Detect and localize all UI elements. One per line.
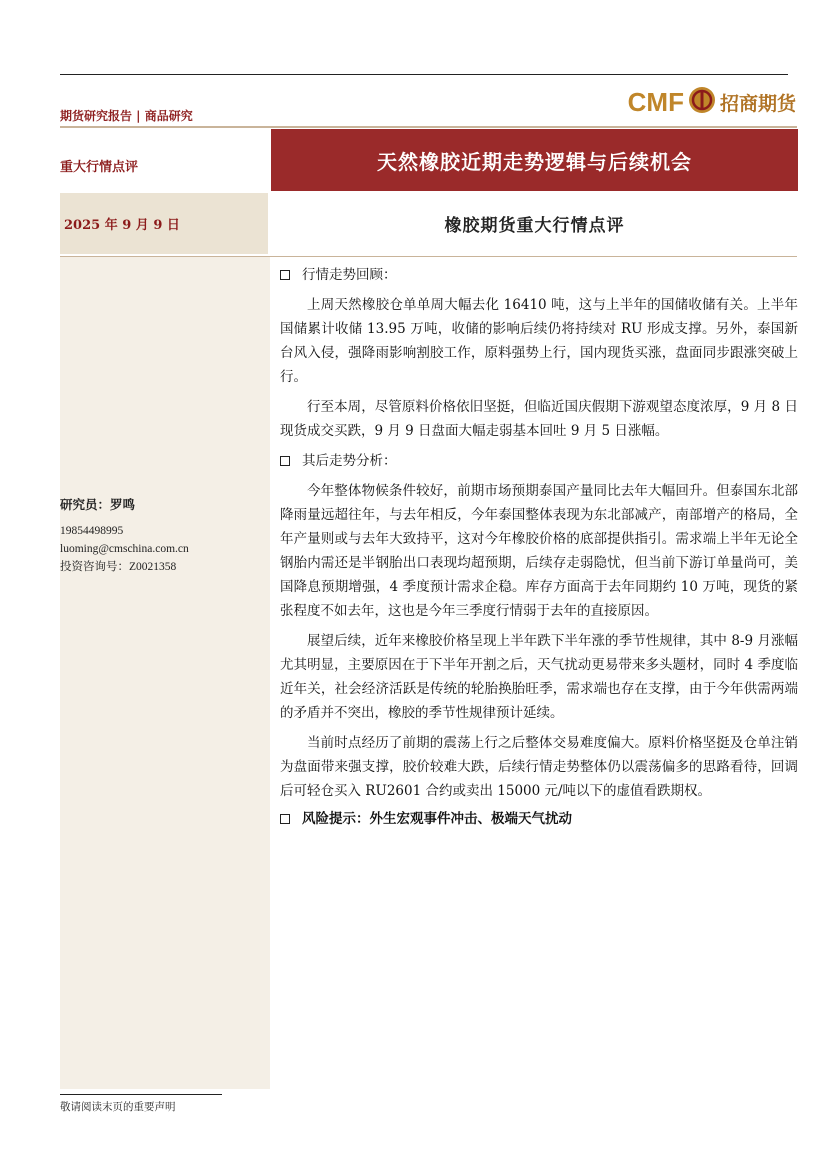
report-title: 天然橡胶近期走势逻辑与后续机会	[377, 149, 692, 174]
paragraph: 今年整体物候条件较好，前期市场预期泰国产量同比去年大幅回升。但泰国东北部降雨量远超往年，与去年相反，今年泰国整体表现为东北部减产，南部增产的格局，全年产量则或与去年大致持平，这对今年橡胶价格的底部提供指引。需求端上半年无论全钢胎内需还是半钢胎出口表现均超预期，后续存走弱隐忧，但当前下游订单量尚可，美国降息预期增强，4 季度预计需求企稳。库存方面高于去年同期约 10 万吨，现货的紧张程度不如去年，这也是今年三季度行情弱于去年的直接原因。	[280, 483, 798, 619]
section-heading	[280, 263, 798, 287]
company-logo	[628, 86, 796, 118]
subtitle-box	[271, 193, 798, 254]
logo-emblem-icon	[688, 86, 716, 118]
analyst-phone: 19854498995	[60, 525, 124, 537]
title-banner	[271, 129, 798, 191]
sidebar	[60, 257, 270, 1089]
analyst-license: 投资咨询号：Z0021358	[60, 561, 177, 573]
paragraph: 行至本周，尽管原料价格依旧坚挺，但临近国庆假期下游观望态度浓厚，9 月 8 日现货成交买跌，9 月 9 日盘面大幅走弱基本回吐 9 月 5 日涨幅。	[280, 399, 798, 439]
section-heading	[280, 449, 798, 473]
analyst-name: 研究员：罗鸣	[60, 497, 136, 512]
analyst-email[interactable]: luoming@cmschina.com.cn	[60, 543, 189, 555]
checkbox-bullet-icon	[280, 814, 290, 824]
section2-heading: 其后走势分析：	[302, 453, 397, 469]
footer-disclaimer: 敬请阅读末页的重要声明	[60, 1101, 176, 1113]
paragraph: 展望后续，近年来橡胶价格呈现上半年跌下半年涨的季节性规律，其中 8-9 月涨幅尤其明显，主要原因在于下半年开割之后，天气扰动更易带来多头题材，同时 4 季度临近年关，社会经济活跃是传统的轮胎换胎旺季，需求端也存在支撑，由于今年供需两端的矛盾并不突出，橡胶的季节性规律预计延续。	[280, 633, 798, 721]
logo-latin-text: CMF	[627, 86, 684, 117]
footer-rule	[60, 1094, 222, 1095]
paragraph: 当前时点经历了前期的震荡上行之后整体交易难度偏大。原料价格坚挺及仓单注销为盘面带来强支撑，胶价较难大跌，后续行情走势整体仍以震荡偏多的思路看待，回调后可轻仓买入 RU2601 合约或卖出 15000 元/吨以下的虚值看跌期权。	[280, 735, 798, 799]
checkbox-bullet-icon	[280, 270, 290, 280]
section1-heading: 行情走势回顾：	[302, 267, 397, 283]
report-body	[280, 263, 798, 837]
report-date: 2025 年 9 月 9 日	[64, 218, 180, 233]
risk-notice	[280, 807, 798, 831]
logo-chinese-text: 招商期货	[719, 92, 796, 115]
section-tag: 重大行情点评	[60, 160, 139, 175]
checkbox-bullet-icon	[280, 456, 290, 466]
top-rule	[60, 74, 788, 75]
paragraph: 上周天然橡胶仓单单周大幅去化 16410 吨，这与上半年的国储收储有关。上半年国储累计收储 13.95 万吨，收储的影响后续仍将持续对 RU 形成支撑。另外，泰国新台风入侵，强降雨影响割胶工作，原料强势上行，国内现货买涨，盘面同步跟涨突破上行。	[280, 297, 798, 385]
report-subtitle: 橡胶期货重大行情点评	[444, 216, 625, 236]
analyst-info	[60, 495, 189, 576]
header-divider	[60, 126, 797, 128]
date-box	[60, 193, 268, 254]
risk-heading: 风险提示：外生宏观事件冲击、极端天气扰动	[302, 811, 572, 827]
report-category: 期货研究报告 | 商品研究	[60, 109, 193, 123]
